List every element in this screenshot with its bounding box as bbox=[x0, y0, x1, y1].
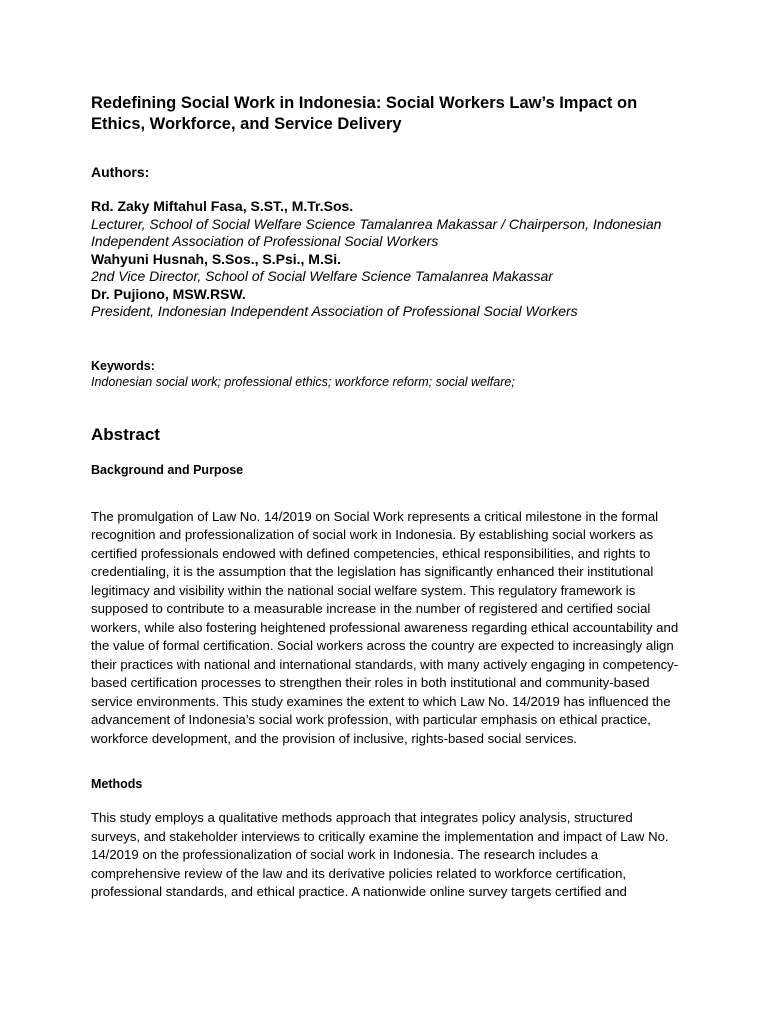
keywords-text: Indonesian social work; professional ethics; workforce reform; social welfare; bbox=[91, 374, 515, 389]
authors-heading: Authors: bbox=[91, 164, 150, 180]
section-heading-background: Background and Purpose bbox=[91, 462, 244, 477]
keywords-block bbox=[91, 358, 681, 390]
author-entry bbox=[91, 198, 681, 251]
abstract-heading: Abstract bbox=[91, 424, 160, 444]
section-text-background: The promulgation of Law No. 14/2019 on Social Work represents a critical milestone in the formal recognition and professionalization of social work in Indonesia. By establishing social workers as certified professionals endowed with defined competencies, ethical responsibilities, and rights to credentialing, it is the assumption that the legislation has significantly enhanced their institutional legitimacy and visibility within the national social welfare system. This regulatory framework is supposed to contribute to a measurable increase in the number of registered and certified social workers, while also fostering heightened professional awareness regarding ethical accountability and the value of formal certification. Social workers across the country are expected to increasingly align their practices with national and international standards, with many actively engaging in competency-based certification processes to strengthen their roles in both institutional and community-based service environments. This study examines the extent to which Law No. 14/2019 has influenced the advancement of Indonesia’s social work profession, with particular emphasis on ethical practice, workforce development, and the provision of inclusive, rights-based social services. bbox=[91, 508, 679, 746]
author-name: Dr. Pujiono, MSW.RSW. bbox=[91, 285, 246, 302]
author-affiliation: President, Indonesian Independent Association of Professional Social Workers bbox=[91, 303, 578, 319]
author-name: Wahyuni Husnah, S.Sos., S.Psi., M.Si. bbox=[91, 250, 341, 267]
section-text-methods: This study employs a qualitative methods approach that integrates policy analysis, structured surveys, and stakeholder interviews to critically examine the implementation and impact of Law No. 14/2019 on the professionalization of social work in Indonesia. The research includes a comprehensive review of the law and its derivative policies related to workforce certification, professional standards, and ethical practice. A nationwide online survey targets certified and bbox=[91, 810, 669, 899]
author-affiliation: Lecturer, School of Social Welfare Science Tamalanrea Makassar / Chairperson, Indonesian Independent Association of Professional Social Workers bbox=[91, 215, 662, 249]
author-entry bbox=[91, 286, 681, 321]
document-page bbox=[91, 93, 681, 902]
author-name: Rd. Zaky Miftahul Fasa, S.ST., M.Tr.Sos. bbox=[91, 198, 354, 214]
author-affiliation: 2nd Vice Director, School of Social Welfare Science Tamalanrea Makassar bbox=[91, 268, 553, 284]
author-entry bbox=[91, 251, 681, 286]
keywords-label: Keywords: bbox=[91, 358, 155, 373]
author-list bbox=[91, 198, 681, 321]
paper-title: Redefining Social Work in Indonesia: Social Workers Law’s Impact on Ethics, Workforce, and Service Delivery bbox=[91, 94, 638, 133]
section-heading-methods: Methods bbox=[91, 777, 143, 791]
